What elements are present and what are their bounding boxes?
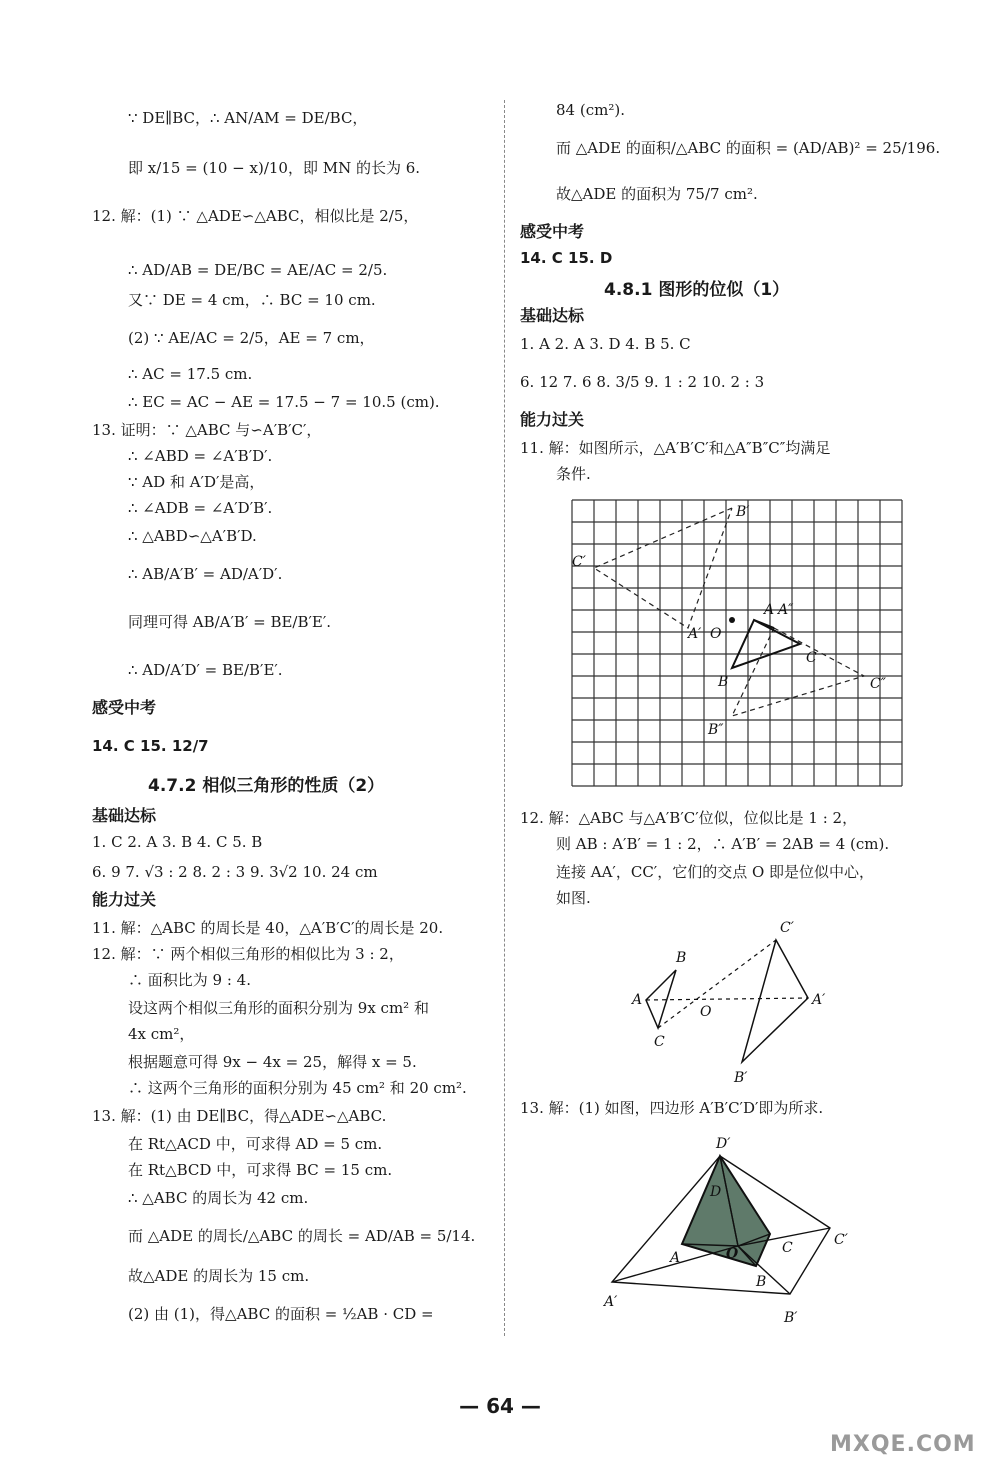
section-title: 4.7.2 相似三角形的性质（2） xyxy=(148,776,385,796)
text-line: ∴ 这两个三角形的面积分别为 45 cm² 和 20 cm². xyxy=(128,1079,467,1097)
section-title: 4.8.1 图形的位似（1） xyxy=(604,280,790,300)
text-line: 又∵ DE = 4 cm，∴ BC = 10 cm. xyxy=(128,291,376,309)
section-heading: 基础达标 xyxy=(92,806,157,825)
text-line: ∴ AD/AB = DE/BC = AE/AC = 2/5. xyxy=(128,261,388,279)
text-line: 12. 解：∵ 两个相似三角形的相似比为 3 : 2， xyxy=(92,945,404,963)
text-line: 12. 解：(1) ∵ △ADE∽△ABC，相似比是 2/5， xyxy=(92,207,419,225)
answer-line: 1. A 2. A 3. D 4. B 5. C xyxy=(520,335,691,353)
text-line: ∴ ∠ABD = ∠A′B′D′. xyxy=(128,447,273,465)
text-line: 12. 解：△ABC 与△A′B′C′位似，位似比是 1 : 2， xyxy=(520,809,858,827)
answer-line: 6. 12 7. 6 8. 3/5 9. 1 : 2 10. 2 : 3 xyxy=(520,373,765,391)
watermark: MXQE.COM xyxy=(830,1432,976,1457)
page-number: — 64 — xyxy=(459,1394,541,1418)
label-c1: C′ xyxy=(780,920,794,936)
text-line: 而 △ADE 的面积/△ABC 的面积 = (AD/AB)² = 25/196. xyxy=(556,139,941,157)
label-c: C xyxy=(654,1034,665,1050)
label-o: O xyxy=(726,1246,739,1262)
text-line: (2) ∵ AE/AC = 2/5，AE = 7 cm， xyxy=(128,329,375,347)
label-c1: C′ xyxy=(834,1232,848,1248)
section-heading: 感受中考 xyxy=(520,222,585,241)
text-line: 则 AB : A′B′ = 1 : 2，∴ A′B′ = 2AB = 4 (cm). xyxy=(556,835,890,853)
text-line: 同理可得 AB/A′B′ = BE/B′E′. xyxy=(128,613,332,631)
label-b2: B″ xyxy=(708,722,724,738)
text-line: 84 (cm²). xyxy=(556,101,625,119)
label-a1: A′ xyxy=(688,626,702,642)
label-c: C xyxy=(782,1240,793,1256)
homothety-figure xyxy=(620,914,840,1094)
label-b: B xyxy=(676,950,687,966)
text-line: 4x cm²， xyxy=(128,1025,195,1043)
text-line: 在 Rt△BCD 中，可求得 BC = 15 cm. xyxy=(128,1161,393,1179)
label-b: B xyxy=(718,674,729,690)
label-o: O xyxy=(710,626,722,642)
text-line: 13. 解：(1) 如图，四边形 A′B′C′D′即为所求. xyxy=(520,1099,824,1117)
text-line: ∴ △ABD∽△A′B′D. xyxy=(128,527,257,545)
answer-line: 1. C 2. A 3. B 4. C 5. B xyxy=(92,833,263,851)
text-line: 11. 解：如图所示，△A′B′C′和△A″B″C″均满足 xyxy=(520,439,831,457)
label-a: A xyxy=(632,992,643,1008)
grid-figure xyxy=(560,496,910,816)
label-d1: D′ xyxy=(716,1136,731,1152)
text-line: ∴ AD/A′D′ = BE/B′E′. xyxy=(128,661,283,679)
section-heading: 能力过关 xyxy=(92,890,157,909)
quadrilateral-figure xyxy=(596,1130,866,1330)
text-line: ∴ ∠ADB = ∠A′D′B′. xyxy=(128,499,273,517)
text-line: ∵ AD 和 A′D′是高， xyxy=(128,473,265,491)
text-line: ∴ 面积比为 9 : 4. xyxy=(128,971,251,989)
text-line: ∴ △ABC 的周长为 42 cm. xyxy=(128,1189,309,1207)
text-line: 故△ADE 的面积为 75/7 cm². xyxy=(556,185,758,203)
text-line: 连接 AA′，CC′，它们的交点 O 即是位似中心， xyxy=(556,863,875,881)
text-line: 条件. xyxy=(556,465,591,483)
text-line: ∵ DE∥BC，∴ AN/AM = DE/BC， xyxy=(128,109,368,127)
column-divider xyxy=(504,100,505,1336)
label-a1: A′ xyxy=(812,992,826,1008)
text-line: 13. 解：(1) 由 DE∥BC，得△ADE∽△ABC. xyxy=(92,1107,387,1125)
triangle-a2-b2-c2 xyxy=(732,628,864,716)
text-line: 在 Rt△ACD 中，可求得 AD = 5 cm. xyxy=(128,1135,383,1153)
text-line: 而 △ADE 的周长/△ABC 的周长 = AD/AB = 5/14. xyxy=(128,1227,476,1245)
label-b1: B′ xyxy=(784,1310,798,1326)
text-line: ∴ AB/A′B′ = AD/A′D′. xyxy=(128,565,283,583)
label-c: C xyxy=(806,650,817,666)
answer-line: 14. C 15. D xyxy=(520,249,613,267)
center-point-o xyxy=(729,617,735,623)
text-line: ∴ AC = 17.5 cm. xyxy=(128,365,253,383)
text-line: 根据题意可得 9x − 4x = 25，解得 x = 5. xyxy=(128,1053,417,1071)
text-line: 11. 解：△ABC 的周长是 40，△A′B′C′的周长是 20. xyxy=(92,919,444,937)
section-heading: 感受中考 xyxy=(92,698,157,717)
label-a: A xyxy=(764,602,775,618)
text-line: (2) 由 (1)，得△ABC 的面积 = ½AB · CD = xyxy=(128,1305,434,1323)
label-a1: A′ xyxy=(604,1294,618,1310)
answer-line: 6. 9 7. √3 : 2 8. 2 : 3 9. 3√2 10. 24 cm xyxy=(92,863,378,881)
text-line: 13. 证明：∵ △ABC 与∽A′B′C′， xyxy=(92,421,322,439)
label-b1: B′ xyxy=(736,504,750,520)
text-line: 即 x/15 = (10 − x)/10，即 MN 的长为 6. xyxy=(128,159,421,177)
answer-line: 14. C 15. 12/7 xyxy=(92,737,209,755)
text-line: ∴ EC = AC − AE = 17.5 − 7 = 10.5 (cm). xyxy=(128,393,440,411)
section-heading: 能力过关 xyxy=(520,410,585,429)
label-b1: B′ xyxy=(734,1070,748,1086)
text-line: 如图. xyxy=(556,889,591,907)
text-line: 设这两个相似三角形的面积分别为 9x cm² 和 xyxy=(128,999,429,1017)
text-line: 故△ADE 的周长为 15 cm. xyxy=(128,1267,310,1285)
section-heading: 基础达标 xyxy=(520,306,585,325)
label-a2: A″ xyxy=(778,602,794,618)
label-c2: C″ xyxy=(870,676,886,692)
label-o: O xyxy=(700,1004,712,1020)
label-b: B xyxy=(756,1274,767,1290)
label-c1: C′ xyxy=(572,554,586,570)
label-a: A xyxy=(670,1250,681,1266)
label-d: D xyxy=(710,1184,722,1200)
